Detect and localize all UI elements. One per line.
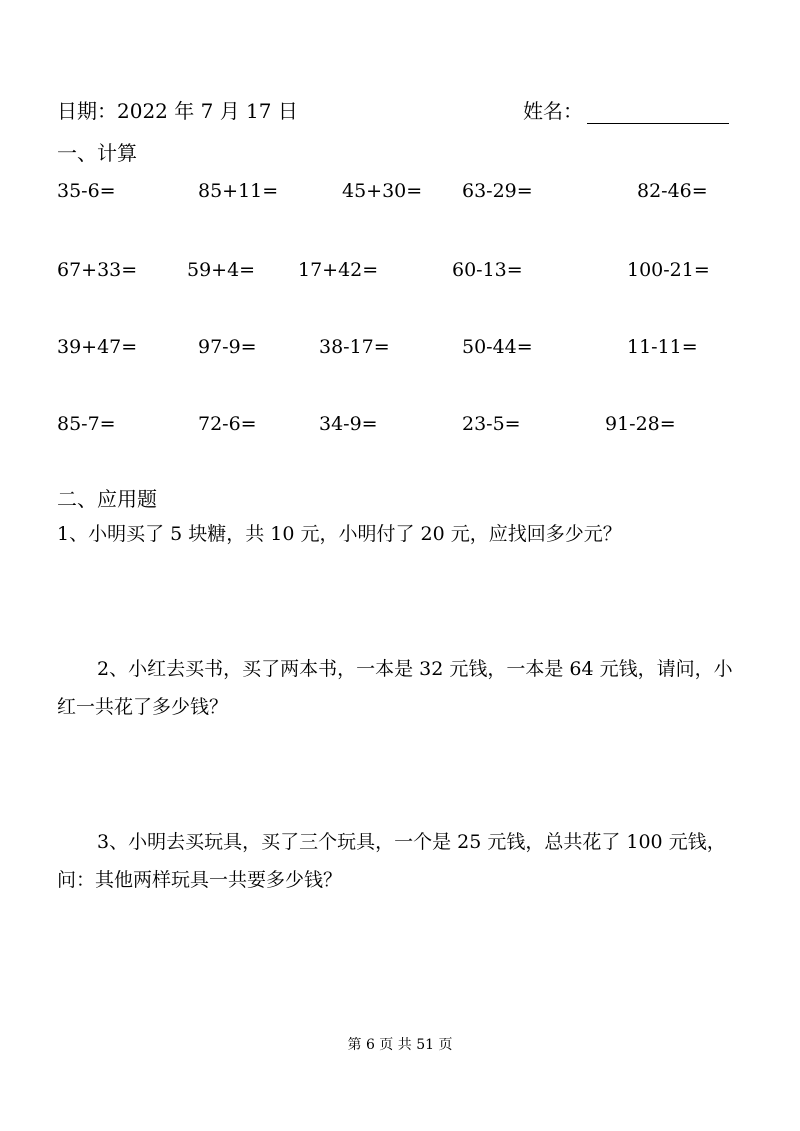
calc-problem: 59+4= bbox=[187, 259, 256, 281]
calc-problem: 97-9= bbox=[198, 336, 257, 358]
calc-problem: 11-11= bbox=[627, 336, 698, 358]
calc-problem: 67+33= bbox=[57, 259, 138, 281]
calc-problem: 34-9= bbox=[319, 413, 378, 435]
calc-problem: 35-6= bbox=[57, 180, 116, 202]
calc-problem: 63-29= bbox=[462, 180, 533, 202]
calc-problem: 82-46= bbox=[637, 180, 708, 202]
page-number: 第 6 页 共 51 页 bbox=[347, 1037, 453, 1053]
date-line: 日期：2022 年 7 月 17 日 bbox=[57, 99, 298, 123]
name-line bbox=[523, 98, 729, 124]
word-problem: 3、小明去买玩具，买了三个玩具，一个是 25 元钱，总共花了 100 元钱，问：其他两样玩具一共要多少钱？ bbox=[57, 831, 726, 891]
calc-problem: 85+11= bbox=[198, 180, 279, 202]
calc-problem: 72-6= bbox=[198, 413, 257, 435]
calc-problem: 60-13= bbox=[452, 259, 523, 281]
section-calc-title: 一、计算 bbox=[57, 141, 137, 165]
name-label: 姓名： bbox=[523, 99, 583, 123]
calc-problem: 38-17= bbox=[319, 336, 390, 358]
calc-problem: 39+47= bbox=[57, 336, 138, 358]
calc-problem: 91-28= bbox=[605, 413, 676, 435]
calc-problem: 50-44= bbox=[462, 336, 533, 358]
calc-problem: 17+42= bbox=[298, 259, 379, 281]
word-problem: 1、小明买了 5 块糖，共 10 元，小明付了 20 元，应找回多少元？ bbox=[57, 523, 622, 545]
calc-problem: 85-7= bbox=[57, 413, 116, 435]
section-word-title: 二、应用题 bbox=[57, 487, 157, 511]
word-problem: 2、小红去买书，买了两本书，一本是 32 元钱，一本是 64 元钱，请问，小红一共花了多少钱？ bbox=[57, 658, 733, 718]
name-blank[interactable] bbox=[587, 105, 729, 124]
calc-problem: 23-5= bbox=[462, 413, 521, 435]
calc-problem: 45+30= bbox=[342, 180, 423, 202]
calc-problem: 100-21= bbox=[627, 259, 710, 281]
